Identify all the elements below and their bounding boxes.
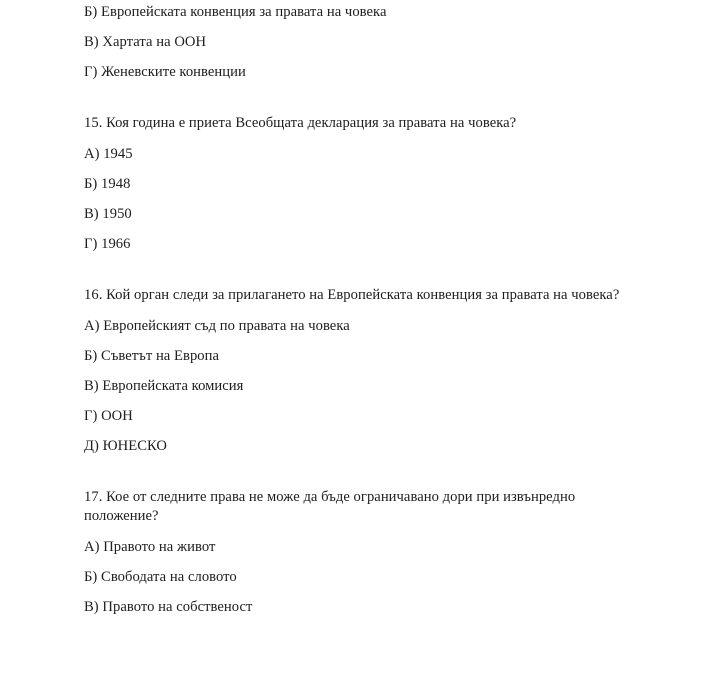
question-block-15 xyxy=(84,114,642,254)
option-item[interactable]: В) Европейската комисия xyxy=(84,377,244,394)
option-item[interactable]: А) Европейският съд по правата на човека xyxy=(84,317,350,334)
option-item[interactable]: В) 1950 xyxy=(84,205,132,222)
option-item[interactable]: А) Правото на живот xyxy=(84,538,216,555)
question-text: 16. Кой орган следи за прилагането на Европейската конвенция за правата на човека? xyxy=(84,287,620,304)
question-text: 17. Кое от следните права не може да бъде ограничавано дори при извънредно положение? xyxy=(84,489,576,525)
document-content xyxy=(84,3,642,617)
option-item[interactable]: Г) Женевските конвенции xyxy=(84,64,246,80)
option-item[interactable]: Г) ООН xyxy=(84,407,133,424)
option-item[interactable]: Б) Свободата на словото xyxy=(84,568,237,585)
option-item[interactable]: Б) Съветът на Европа xyxy=(84,347,220,364)
question-text: 15. Коя година е приета Всеобщата декларация за правата на човека? xyxy=(84,115,517,132)
question-block-17 xyxy=(84,488,642,617)
option-item[interactable]: Д) ЮНЕСКО xyxy=(84,437,168,454)
option-item[interactable]: В) Хартата на ООН xyxy=(84,34,207,50)
option-item[interactable]: Б) 1948 xyxy=(84,175,131,192)
option-item[interactable]: Б) Европейската конвенция за правата на човека xyxy=(84,4,387,20)
option-item[interactable]: Г) 1966 xyxy=(84,235,131,252)
option-item[interactable]: А) 1945 xyxy=(84,145,133,162)
option-item[interactable]: В) Правото на собственост xyxy=(84,598,253,615)
continued-options-group xyxy=(84,3,642,82)
question-block-16 xyxy=(84,286,642,456)
